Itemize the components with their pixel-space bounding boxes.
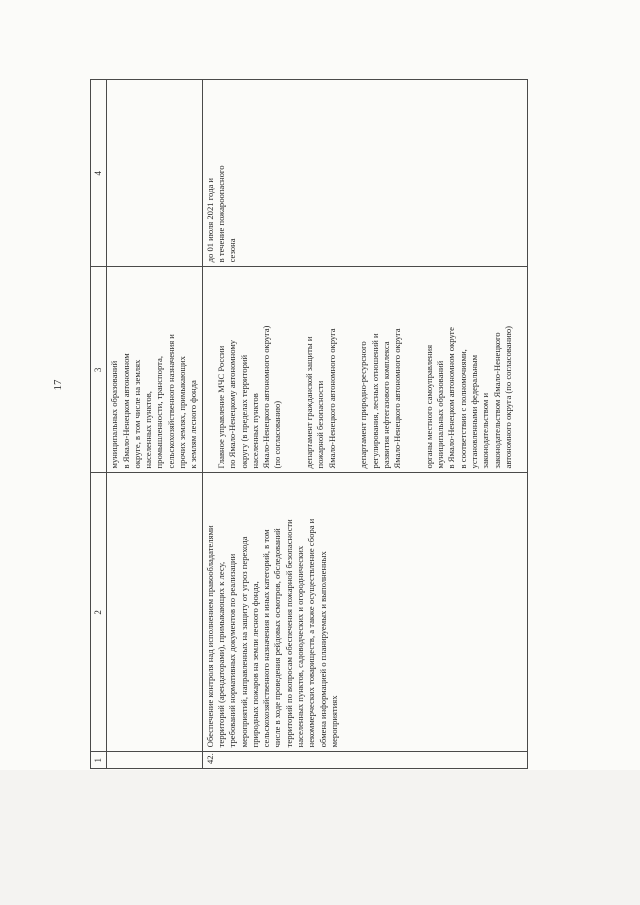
table-header-row — [91, 80, 107, 769]
row-executors — [202, 267, 528, 473]
row-task-text: Обеспечение контроля над исполнением правообладателями территорий (арендаторами), примыкающих к лесу, требований нормативных документов по реализации мероприятий, направленных на защиту от угроз перехода природных пожаров на земли лесного фонда, сельскохозяйственного назначения и иных категорий, в том числе в ходе проведения рейдовых осмотров, обследований территорий по вопросам обеспечения пожарной безопасности населенных пунктов, садоводческих и огороднических некоммерческих товариществ, а также осуществление сбора и обмена информацией о планируемых и выполненных мероприятиях — [202, 473, 528, 752]
header-col-1: 1 — [91, 752, 107, 769]
measures-table — [90, 79, 528, 769]
cell-executors: муниципальных образований в Ямало-Ненецком автономном округе, в том числе на землях населенных пунктов, промышленности, транспорта, сельскохозяйственного назначения и прочих землях, примыкающих к землям лесного фонда — [107, 267, 202, 473]
header-col-2: 2 — [91, 473, 107, 752]
executor-paragraph: Главное управление МЧС России по Ямало-Ненецкому автономному округу (в пределах территорий населенных пунктов Ямало-Ненецкого автономного округа) (по согласованию) — [215, 325, 283, 469]
cell-number — [107, 752, 202, 769]
table-row-42 — [202, 80, 528, 769]
executor-paragraph: департамент гражданской защиты и пожарной безопасности Ямало-Ненецкого автономного округа — [304, 328, 337, 469]
row-number: 42. — [202, 752, 528, 769]
cell-deadline — [107, 80, 202, 267]
row-deadline: до 01 июля 2021 года и в течение пожароопасного сезона — [202, 80, 528, 267]
executor-paragraph: департамент природно-ресурсного регулирования, лесных отношений и развития нефтегазового комплекса Ямало-Ненецкого автономного округа — [358, 328, 403, 469]
header-col-4: 4 — [91, 80, 107, 267]
header-col-3: 3 — [91, 267, 107, 473]
page-number: 17 — [52, 379, 64, 391]
scan-margin — [0, 770, 640, 905]
executor-paragraph: органы местного самоуправления муниципальных образований в Ямало-Ненецком автономном округе в соответствии с полномочиями, установленными федеральным законодательством и законодательством Ямало-Ненецкого автономного округа (по согласованию) — [423, 326, 513, 469]
table-row-continued — [107, 80, 202, 769]
cell-task — [107, 473, 202, 752]
